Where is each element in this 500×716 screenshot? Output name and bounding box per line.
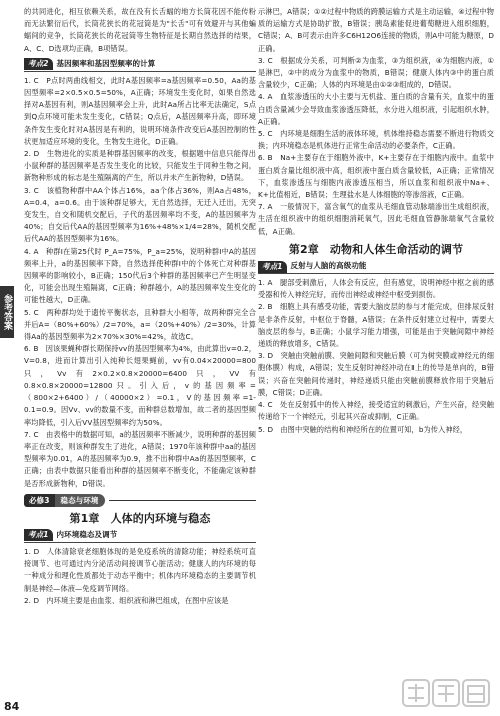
answer-paragraph: 6. B 因该果蝇种群长期保持vv的基因型频率为4%，由此算出v=0.2，V=0.8，进而计算出引入纯种长翅果蝇前，vv有0.04×20000=800只，Vv有2×0.2×0.8×20000=6400只，VV有0.8×0.8×20000=12800只。引入后，v的基因频率=（800×2+6400）/（40000×2）=0.1，V的基因频率=1-0.1=0.9。因Vv、vv的数量不变，而种群总数增加，故二者的基因型频率均降低，引入后VV基因型频率约为50%。: [24, 344, 256, 427]
chapter-title: 第2章 动物和人体生命活动的调节: [288, 242, 464, 256]
side-tab-answers: 参考答案: [0, 286, 14, 338]
answer-paragraph: 4. C 处在反射弧中的传入神经，接受适宜的刺激后，产生兴奋，经突触传递给下一个神经元，引起其兴奋或抑制，C正确。: [258, 400, 494, 422]
answer-paragraph: 1. A 腿部受刺激后，人体会有反应，但有感觉，说明神经中枢之前的感受器和传入神经完好，而传出神经或神经中枢受到损伤。: [258, 278, 494, 300]
answer-paragraph: 示淋巴，A错误；①②过程中物质的跨膜运输方式是主动运输，④过程中物质的运输方式是协助扩散，B错误；胰岛素能促进葡萄糖进入组织细胞，C错误；A、B可表示由许多C6H12O6连接的物质，则A中可能为糖原，D正确。: [258, 7, 494, 53]
section-title: 反射与人脑的高级功能: [290, 261, 367, 271]
section-header-kaodian2: [24, 58, 256, 72]
answer-paragraph: 6. B Na+主要存在于细胞外液中，K+主要存在于细胞内液中。血浆中蛋白质含量比组织液中高，组织液中蛋白质含量较低，A正确；正常情况下，血浆渗透压与细胞内液渗透压相当，所以血浆和组织液中Na+、K+比值相近，B错误；生理盐水是人体细胞的等渗溶液，C正确。: [258, 153, 494, 200]
module-header-bixiu3: [24, 494, 256, 507]
watermark-logo: [402, 674, 494, 712]
answer-paragraph: 1. C P点时两曲线相交，此时A基因频率=a基因频率=0.50，Aa的基因型频率=2×0.5×0.5=50%，A正确；环境发生变化时，如果自然选择对A基因有利，则A基因频率会上升，此时Aa所占比率无法确定，S点到Q点环境可能未发生变化，C错误；Q点后，A基因频率升高，即环境条件发生变化时对A基因是有利的，说明环境条件改变后A基因控制的性状更加适应环境的变化，生物发生进化，D正确。: [24, 75, 256, 146]
left-section3-paragraphs: [24, 546, 256, 607]
answer-paragraph: 3. D 突触由突触前膜、突触间隙和突触后膜（可为树突膜或神经元的细胞体膜）构成，A错误；发生反射时神经冲动在Ⅱ上的传导是单向的，B错误；兴奋在突触间传递时，神经递质只能由突触前膜释放作用于突触后膜，C错误；D正确。: [258, 351, 494, 397]
section-tag: 考点1: [258, 261, 287, 273]
right-section1-paragraphs: [258, 277, 494, 436]
answer-paragraph: 5. C 两种群均处于遗传平衡状态，且种群大小相等，故两种群完全合并后A=（80%+60%）/2=70%，a=（20%+40%）/2=30%，计算得Aa的基因型频率为2×70%×30%=42%，故选C。: [24, 307, 256, 342]
answer-paragraph: 5. D 由图中突触的结构和神经所在的位置可知，b为传入神经，: [258, 424, 468, 434]
section-tag: 考点1: [24, 529, 53, 541]
right-top-paragraphs: [258, 6, 494, 238]
module-title: 稳态与环境: [55, 494, 105, 507]
answer-paragraph: 5. C 内环境是细胞生活的液体环境，机体维持稳态需要不断进行物质交换；内环境稳态是机体进行正常生命活动的必要条件，C正确。: [258, 129, 494, 151]
left-section1-paragraphs: [24, 75, 256, 490]
section-header-kaodian1: [258, 260, 494, 274]
answer-paragraph: 7. C 由表格中的数据可知，a的基因频率不断减少，说明种群的基因频率正在改变，则该种群发生了进化，A错误；1970年该种群中aa的基因型频率为0.01，A的基因频率为0.9，推不出种群中Aa的基因型频率，C正确；由表中数据只能看出种群的基因频率不断变化，不能确定该种群是否形成新物种，D错误。: [24, 429, 256, 488]
answer-paragraph: 7. A 一般情况下，富含氧气的血浆从毛细血管动脉端渗出生成组织液，生活在组织液中的组织细胞消耗氧气，因此毛细血管静脉端氧气含量较低，A正确。: [258, 202, 494, 236]
answer-paragraph: 2. B 细胞上具有感受功能，需要大脑皮层的参与才能完成，但排尿反射是非条件反射，中枢位于脊髓，A错误；在条件反射建立过程中，需要大脑皮层的参与，B正确；小鼠学习能力增强，可能是由于突触间隙中神经递质的释放增多，C错误。: [258, 302, 494, 349]
answer-paragraph: 1. D 人体清除衰老细胞体现的是免疫系统的清除功能；神经系统可直接调节、也可通过内分泌活动间接调节心脏活动；健康人的内环境的每一种成分和理化性质都处于动态平衡中；机体内环境稳态的主要调节机制是神经—体液—免疫调节网络。: [24, 546, 256, 593]
answer-paragraph: 4. A 种群Ⅰ在第25代时 P_A=75%，P_a=25%，说明种群Ⅰ中A的基因频率上升，a的基因频率下降，自然选择使种群Ⅰ中的个体死亡对种群基因频率的影响较小，B正确；150代后3个种群的基因频率已产生明显变化，可能会出现生殖隔离，C正确；种群越小，A的基因频率发生变化的可能性越大，D正确。: [24, 246, 256, 305]
left-column: [24, 6, 256, 678]
section-title: 基因频率和基因型频率的计算: [56, 59, 156, 69]
page-number: 84: [4, 700, 20, 713]
module-tag: 必修3: [24, 494, 55, 507]
left-top-paragraphs: [24, 6, 256, 55]
chapter-title: 第1章 人体的内环境与稳态: [69, 511, 211, 525]
answer-paragraph: 3. C 根据成分关系，可判断②为血浆，③为组织液，④为细胞内液，①是淋巴，②中的成分为血浆中的物质，B错误；健康人体内③中的蛋白质含量较少，C正确；人体的内环境是由①②③组成的，D错误。: [258, 55, 494, 90]
answer-paragraph: 4. A 血浆渗透压的大小主要与无机盐、蛋白质的含量有关，血浆中的蛋白质含量减少会导致血浆渗透压降低，水分进入组织液，引起组织水肿，A正确。: [258, 92, 494, 126]
answer-paragraph: 2. D 生物进化的实质是种群基因频率的改变，根据题中信息只能得出小鼠种群的基因频率是否发生变化的比较，只能发生于同种生物之间，新物种形成的标志是生殖隔离的产生，所以并未产生新物种，D错误。: [24, 149, 256, 183]
section-header-kaodian1: [24, 529, 256, 543]
section-tag: 考点2: [24, 58, 53, 70]
answer-paragraph: 的共同进化，相互依赖关系，故在没有长舌蝠的地方长筒花因不能传粉而无法繁衍后代，长筒花狭长的花冠筒是为"长舌"可有效避开与其他蝙蝠间的竞争，长筒花狭长的花冠筒等生物特征是长期自然选择的结果，A、C、D选项均正确，B项错误。: [24, 7, 256, 53]
right-column: [258, 6, 494, 678]
answer-paragraph: 2. D 内环境主要是由血浆、组织液和淋巴组成，在图中应该是: [24, 595, 229, 605]
section-title: 内环境稳态及调节: [56, 530, 118, 540]
answer-paragraph: 3. C 该植物种群中AA个体占16%，aa个体占36%，则Aa占48%，A=0.4，a=0.6。由于该种群足够大，无自然选择，无迁入迁出，无突变发生，自交和随机交配后，子代的基因频率均不变，A的基因频率为40%；自交后代AA的基因型频率为16%+48%×1/4=28%，随机交配后代AA的基因型频率为16%。: [24, 185, 256, 244]
module-divider: [109, 500, 256, 501]
